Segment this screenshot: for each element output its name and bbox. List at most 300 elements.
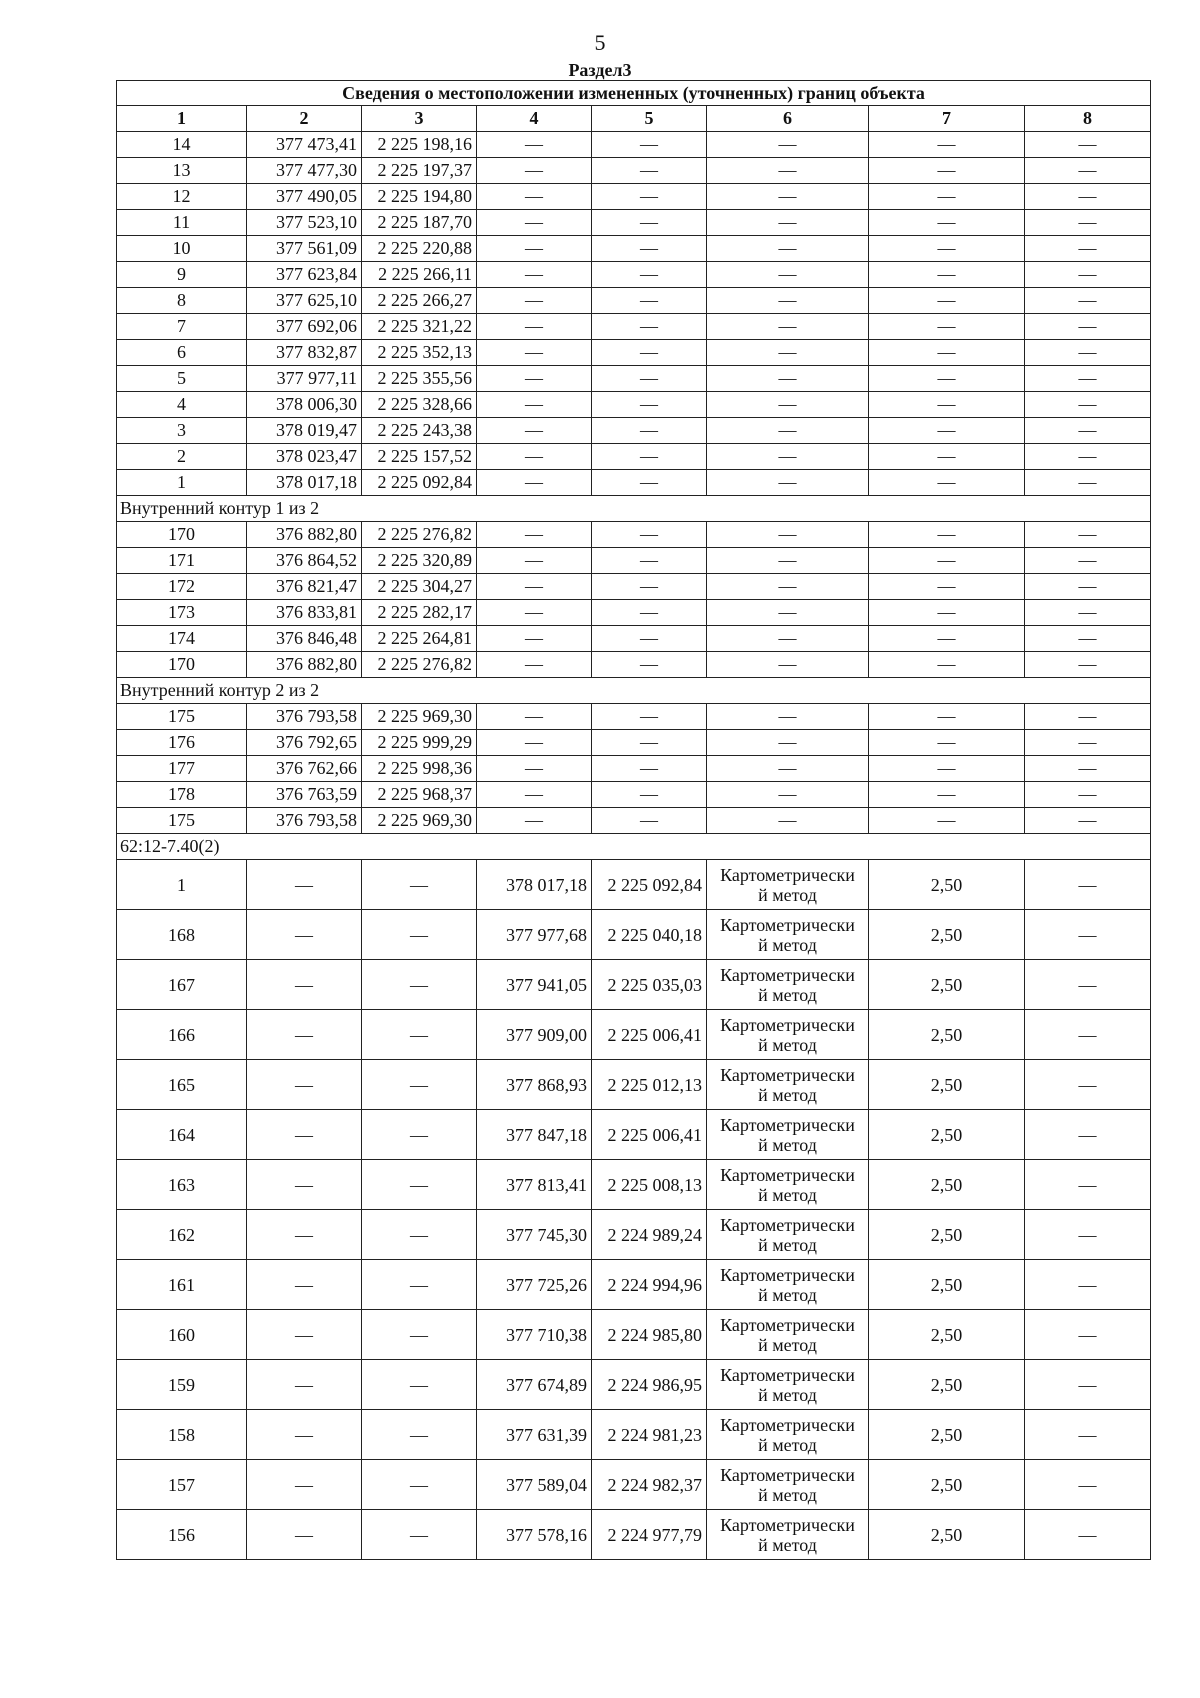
precision-cell: 2,50 [869,1460,1025,1510]
dash-cell: — [477,652,592,678]
dash-cell: — [592,314,707,340]
dash-cell: — [869,574,1025,600]
x-coordinate-cell: 377 847,18 [477,1110,592,1160]
dash-cell: — [1025,236,1151,262]
x-coordinate-cell: 377 589,04 [477,1460,592,1510]
dash-cell: — [592,158,707,184]
section-title: Раздел3 [568,60,632,80]
method-line: Картометрически [720,1064,855,1085]
dash-cell: — [592,600,707,626]
point-number-cell: 171 [117,548,247,574]
method-line: й метод [758,1134,817,1155]
method-line: й метод [758,1084,817,1105]
table-caption: Сведения о местоположении измененных (уточненных) границ объекта [117,81,1151,106]
table-row [117,1260,1151,1310]
dash-cell: — [592,366,707,392]
method-line: Картометрически [720,1014,855,1035]
column-number: 2 [247,106,362,132]
dash-cell: — [477,782,592,808]
dash-cell: — [592,522,707,548]
y-coordinate-cell: 2 225 355,56 [362,366,477,392]
column-numbers-row [117,106,1151,132]
dash-cell: — [1025,262,1151,288]
y-coordinate-cell: 2 225 266,11 [362,262,477,288]
dash-cell: — [247,1160,362,1210]
point-number-cell: 170 [117,652,247,678]
y-coordinate-cell: 2 225 220,88 [362,236,477,262]
dash-cell: — [707,210,869,236]
dash-cell: — [869,132,1025,158]
point-number-cell: 158 [117,1410,247,1460]
dash-cell: — [1025,340,1151,366]
dash-cell: — [1025,288,1151,314]
dash-cell: — [707,366,869,392]
dash-cell: — [707,704,869,730]
method-line: Картометрически [720,1514,855,1535]
dash-cell: — [362,860,477,910]
group-label: Внутренний контур 2 из 2 [117,678,1151,704]
precision-cell: 2,50 [869,1110,1025,1160]
dash-cell: — [1025,730,1151,756]
method-cell [707,1110,869,1160]
table-row [117,730,1151,756]
method-line: й метод [758,1384,817,1405]
y-coordinate-cell: 2 224 994,96 [592,1260,707,1310]
dash-cell: — [362,1510,477,1560]
dash-cell: — [592,782,707,808]
dash-cell: — [477,340,592,366]
dash-cell: — [1025,184,1151,210]
dash-cell: — [592,262,707,288]
dash-cell: — [1025,756,1151,782]
y-coordinate-cell: 2 225 035,03 [592,960,707,1010]
dash-cell: — [477,444,592,470]
dash-cell: — [477,574,592,600]
y-coordinate-cell: 2 225 266,27 [362,288,477,314]
boundary-table [116,80,1151,1560]
dash-cell: — [247,1410,362,1460]
table-row [117,626,1151,652]
table-row [117,782,1151,808]
dash-cell: — [247,1310,362,1360]
dash-cell: — [477,236,592,262]
y-coordinate-cell: 2 225 006,41 [592,1110,707,1160]
dash-cell: — [362,1260,477,1310]
dash-cell: — [869,184,1025,210]
x-coordinate-cell: 376 821,47 [247,574,362,600]
dash-cell: — [592,418,707,444]
dash-cell: — [592,808,707,834]
dash-cell: — [477,626,592,652]
table-row [117,548,1151,574]
method-line: й метод [758,1034,817,1055]
point-number-cell: 1 [117,470,247,496]
dash-cell: — [869,236,1025,262]
dash-cell: — [1025,704,1151,730]
point-number-cell: 175 [117,704,247,730]
method-cell [707,860,869,910]
dash-cell: — [707,418,869,444]
dash-cell: — [592,210,707,236]
x-coordinate-cell: 376 793,58 [247,808,362,834]
dash-cell: — [477,730,592,756]
dash-cell: — [362,1360,477,1410]
table-row [117,1110,1151,1160]
dash-cell: — [707,184,869,210]
dash-cell: — [1025,860,1151,910]
table-row [117,574,1151,600]
column-number: 8 [1025,106,1151,132]
x-coordinate-cell: 376 762,66 [247,756,362,782]
y-coordinate-cell: 2 224 977,79 [592,1510,707,1560]
precision-cell: 2,50 [869,1060,1025,1110]
dash-cell: — [707,782,869,808]
y-coordinate-cell: 2 225 187,70 [362,210,477,236]
dash-cell: — [247,910,362,960]
point-number-cell: 161 [117,1260,247,1310]
x-coordinate-cell: 376 833,81 [247,600,362,626]
dash-cell: — [869,210,1025,236]
dash-cell: — [592,184,707,210]
point-number-cell: 2 [117,444,247,470]
x-coordinate-cell: 377 578,16 [477,1510,592,1560]
dash-cell: — [1025,1510,1151,1560]
x-coordinate-cell: 376 864,52 [247,548,362,574]
dash-cell: — [247,1360,362,1410]
dash-cell: — [1025,392,1151,418]
dash-cell: — [869,756,1025,782]
x-coordinate-cell: 377 977,11 [247,366,362,392]
dash-cell: — [592,730,707,756]
dash-cell: — [869,730,1025,756]
precision-cell: 2,50 [869,1210,1025,1260]
x-coordinate-cell: 378 017,18 [247,470,362,496]
dash-cell: — [1025,1060,1151,1110]
dash-cell: — [362,1310,477,1360]
point-number-cell: 3 [117,418,247,444]
dash-cell: — [1025,1360,1151,1410]
table-row [117,262,1151,288]
x-coordinate-cell: 376 882,80 [247,522,362,548]
point-number-cell: 172 [117,574,247,600]
group-label: 62:12-7.40(2) [117,834,1151,860]
method-line: Картометрически [720,864,855,885]
y-coordinate-cell: 2 225 092,84 [592,860,707,910]
dash-cell: — [707,730,869,756]
dash-cell: — [362,960,477,1010]
precision-cell: 2,50 [869,1310,1025,1360]
y-coordinate-cell: 2 224 985,80 [592,1310,707,1360]
x-coordinate-cell: 377 909,00 [477,1010,592,1060]
x-coordinate-cell: 377 490,05 [247,184,362,210]
dash-cell: — [247,1060,362,1110]
dash-cell: — [1025,366,1151,392]
y-coordinate-cell: 2 225 352,13 [362,340,477,366]
table-row [117,1460,1151,1510]
dash-cell: — [707,600,869,626]
dash-cell: — [1025,444,1151,470]
dash-cell: — [1025,132,1151,158]
dash-cell: — [477,470,592,496]
table-row [117,1360,1151,1410]
method-line: Картометрически [720,1364,855,1385]
x-coordinate-cell: 377 631,39 [477,1410,592,1460]
method-cell [707,1260,869,1310]
dash-cell: — [1025,960,1151,1010]
point-number-cell: 162 [117,1210,247,1260]
x-coordinate-cell: 377 692,06 [247,314,362,340]
table-caption-row [117,81,1151,106]
dash-cell: — [592,756,707,782]
y-coordinate-cell: 2 225 969,30 [362,704,477,730]
dash-cell: — [1025,210,1151,236]
point-number-cell: 156 [117,1510,247,1560]
dash-cell: — [1025,1260,1151,1310]
precision-cell: 2,50 [869,860,1025,910]
y-coordinate-cell: 2 225 328,66 [362,392,477,418]
point-number-cell: 159 [117,1360,247,1410]
x-coordinate-cell: 377 523,10 [247,210,362,236]
dash-cell: — [869,600,1025,626]
dash-cell: — [1025,314,1151,340]
y-coordinate-cell: 2 225 198,16 [362,132,477,158]
table-row [117,910,1151,960]
y-coordinate-cell: 2 225 968,37 [362,782,477,808]
method-line: й метод [758,1184,817,1205]
x-coordinate-cell: 376 792,65 [247,730,362,756]
x-coordinate-cell: 378 017,18 [477,860,592,910]
x-coordinate-cell: 377 623,84 [247,262,362,288]
y-coordinate-cell: 2 224 981,23 [592,1410,707,1460]
method-cell [707,1310,869,1360]
table-row [117,1310,1151,1360]
x-coordinate-cell: 377 813,41 [477,1160,592,1210]
dash-cell: — [707,392,869,418]
dash-cell: — [707,626,869,652]
point-number-cell: 7 [117,314,247,340]
dash-cell: — [592,236,707,262]
y-coordinate-cell: 2 225 006,41 [592,1010,707,1060]
dash-cell: — [707,470,869,496]
precision-cell: 2,50 [869,1010,1025,1060]
precision-cell: 2,50 [869,1510,1025,1560]
dash-cell: — [247,960,362,1010]
dash-cell: — [477,262,592,288]
table-row [117,600,1151,626]
point-number-cell: 164 [117,1110,247,1160]
point-number-cell: 176 [117,730,247,756]
y-coordinate-cell: 2 225 276,82 [362,522,477,548]
table-row [117,132,1151,158]
dash-cell: — [592,132,707,158]
column-number: 6 [707,106,869,132]
dash-cell: — [477,184,592,210]
dash-cell: — [592,288,707,314]
table-row [117,392,1151,418]
point-number-cell: 1 [117,860,247,910]
x-coordinate-cell: 377 477,30 [247,158,362,184]
x-coordinate-cell: 376 882,80 [247,652,362,678]
method-cell [707,1510,869,1560]
dash-cell: — [592,652,707,678]
group-row [117,834,1151,860]
dash-cell: — [869,704,1025,730]
x-coordinate-cell: 376 793,58 [247,704,362,730]
dash-cell: — [247,1210,362,1260]
dash-cell: — [707,548,869,574]
table-row [117,1510,1151,1560]
table-row [117,236,1151,262]
table-row [117,1160,1151,1210]
point-number-cell: 13 [117,158,247,184]
point-number-cell: 8 [117,288,247,314]
point-number-cell: 5 [117,366,247,392]
method-cell [707,1360,869,1410]
dash-cell: — [869,340,1025,366]
dash-cell: — [869,392,1025,418]
method-line: Картометрически [720,1464,855,1485]
point-number-cell: 168 [117,910,247,960]
dash-cell: — [707,158,869,184]
precision-cell: 2,50 [869,1410,1025,1460]
y-coordinate-cell: 2 225 304,27 [362,574,477,600]
dash-cell: — [707,340,869,366]
dash-cell: — [592,444,707,470]
dash-cell: — [477,288,592,314]
dash-cell: — [707,288,869,314]
point-number-cell: 9 [117,262,247,288]
method-line: й метод [758,984,817,1005]
method-line: Картометрически [720,1164,855,1185]
dash-cell: — [247,1010,362,1060]
dash-cell: — [869,288,1025,314]
method-line: Картометрически [720,1214,855,1235]
dash-cell: — [1025,1010,1151,1060]
method-line: й метод [758,1234,817,1255]
dash-cell: — [707,236,869,262]
method-cell [707,960,869,1010]
dash-cell: — [362,910,477,960]
dash-cell: — [869,548,1025,574]
method-cell [707,1010,869,1060]
table-row [117,1010,1151,1060]
dash-cell: — [592,574,707,600]
y-coordinate-cell: 2 225 194,80 [362,184,477,210]
dash-cell: — [247,860,362,910]
method-line: Картометрически [720,1114,855,1135]
method-cell [707,910,869,960]
precision-cell: 2,50 [869,1160,1025,1210]
table-row [117,314,1151,340]
dash-cell: — [1025,158,1151,184]
dash-cell: — [477,808,592,834]
point-number-cell: 4 [117,392,247,418]
column-number: 7 [869,106,1025,132]
dash-cell: — [707,756,869,782]
dash-cell: — [869,470,1025,496]
method-cell [707,1410,869,1460]
dash-cell: — [707,444,869,470]
dash-cell: — [1025,910,1151,960]
dash-cell: — [1025,652,1151,678]
point-number-cell: 6 [117,340,247,366]
table-row [117,444,1151,470]
y-coordinate-cell: 2 225 040,18 [592,910,707,960]
dash-cell: — [1025,470,1151,496]
y-coordinate-cell: 2 225 012,13 [592,1060,707,1110]
group-row [117,678,1151,704]
dash-cell: — [592,704,707,730]
dash-cell: — [1025,1210,1151,1260]
method-line: й метод [758,1334,817,1355]
dash-cell: — [592,626,707,652]
dash-cell: — [362,1060,477,1110]
y-coordinate-cell: 2 224 989,24 [592,1210,707,1260]
y-coordinate-cell: 2 225 282,17 [362,600,477,626]
table-row [117,470,1151,496]
dash-cell: — [707,652,869,678]
x-coordinate-cell: 377 625,10 [247,288,362,314]
dash-cell: — [869,158,1025,184]
point-number-cell: 178 [117,782,247,808]
point-number-cell: 160 [117,1310,247,1360]
dash-cell: — [477,366,592,392]
point-number-cell: 163 [117,1160,247,1210]
x-coordinate-cell: 378 023,47 [247,444,362,470]
method-line: й метод [758,1484,817,1505]
dash-cell: — [247,1260,362,1310]
table-row [117,756,1151,782]
x-coordinate-cell: 377 941,05 [477,960,592,1010]
table-row [117,366,1151,392]
point-number-cell: 175 [117,808,247,834]
y-coordinate-cell: 2 225 092,84 [362,470,477,496]
precision-cell: 2,50 [869,1360,1025,1410]
dash-cell: — [707,808,869,834]
dash-cell: — [869,652,1025,678]
dash-cell: — [362,1160,477,1210]
dash-cell: — [1025,574,1151,600]
point-number-cell: 170 [117,522,247,548]
dash-cell: — [707,314,869,340]
table-row [117,158,1151,184]
point-number-cell: 174 [117,626,247,652]
group-label: Внутренний контур 1 из 2 [117,496,1151,522]
x-coordinate-cell: 377 674,89 [477,1360,592,1410]
table-row [117,1060,1151,1110]
dash-cell: — [707,522,869,548]
method-line: й метод [758,1284,817,1305]
dash-cell: — [1025,600,1151,626]
dash-cell: — [247,1460,362,1510]
table-row [117,340,1151,366]
dash-cell: — [477,756,592,782]
method-line: й метод [758,934,817,955]
method-cell [707,1160,869,1210]
dash-cell: — [477,158,592,184]
y-coordinate-cell: 2 224 986,95 [592,1360,707,1410]
dash-cell: — [1025,1410,1151,1460]
table-row [117,210,1151,236]
dash-cell: — [477,522,592,548]
x-coordinate-cell: 377 868,93 [477,1060,592,1110]
x-coordinate-cell: 377 473,41 [247,132,362,158]
column-number: 3 [362,106,477,132]
dash-cell: — [477,600,592,626]
y-coordinate-cell: 2 225 264,81 [362,626,477,652]
y-coordinate-cell: 2 225 197,37 [362,158,477,184]
dash-cell: — [477,548,592,574]
